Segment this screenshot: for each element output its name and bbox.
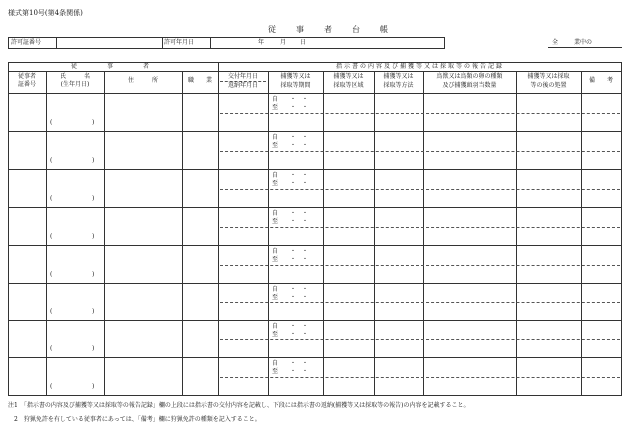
header-issue-date: 交付年月日 (227, 73, 258, 80)
row-paren-open: ( (50, 345, 53, 352)
row-from-label: 自 (272, 210, 279, 217)
header-disposal-2: 等の後の処置 (530, 82, 567, 89)
row-from-dots: ・ ・ (290, 323, 309, 330)
row-to-label: 至 (272, 331, 279, 338)
header-method-1: 捕獲等又は (383, 73, 414, 80)
header-period-2: 採取等期間 (280, 82, 311, 89)
row-to-label: 至 (272, 218, 279, 225)
row-paren-open: ( (50, 383, 53, 390)
row-paren-close: ) (92, 308, 95, 315)
row-paren-close: ) (92, 157, 95, 164)
header-disposal-1: 捕獲等又は採取 (527, 73, 570, 80)
header-birth: (生年月日) (60, 81, 90, 88)
note-1: 注1 「指示書の内容及び捕獲等又は採取等の報告記録」欄の上段には指示書の交付内容を記載し、下段には指示書の返納(捕獲等又は採取等の報告)の内容を記載すること。 (8, 402, 470, 409)
row-to-label: 至 (272, 294, 279, 301)
month-label: 月 (280, 39, 287, 46)
header-species-1: 鳥獣又は鳥類の卵の種類 (436, 73, 503, 80)
header-name: 氏 名 (59, 73, 90, 80)
header-return-date: 返納年月日 (227, 82, 258, 89)
row-paren-close: ) (92, 383, 95, 390)
page-title: 従 事 者 台 帳 (268, 25, 394, 34)
header-address: 住 所 (127, 77, 158, 84)
row-paren-close: ) (92, 345, 95, 352)
row-from-dots: ・ ・ (290, 134, 309, 141)
row-from-dots: ・ ・ (290, 96, 309, 103)
day-label: 日 (300, 39, 307, 46)
header-worker-no-2: 証番号 (17, 81, 36, 88)
proxy-suffix: 業中の (574, 39, 593, 46)
section-worker: 従 事 者 (70, 63, 155, 70)
row-from-dots: ・ ・ (290, 172, 309, 179)
note-2: 2 狩猟免許を有している従事者にあっては、「備考」欄に狩猟免許の種類を記入すること。 (8, 416, 261, 423)
row-paren-open: ( (50, 308, 53, 315)
proxy-prefix: 全 (552, 39, 559, 46)
row-from-label: 自 (272, 360, 279, 367)
year-label: 年 (258, 39, 265, 46)
row-from-dots: ・ ・ (290, 210, 309, 217)
row-paren-close: ) (92, 233, 95, 240)
row-paren-close: ) (92, 271, 95, 278)
row-paren-open: ( (50, 119, 53, 126)
row-to-dots: ・ ・ (290, 368, 309, 375)
row-from-label: 自 (272, 134, 279, 141)
row-paren-open: ( (50, 195, 53, 202)
row-paren-open: ( (50, 271, 53, 278)
row-from-dots: ・ ・ (290, 248, 309, 255)
row-to-label: 至 (272, 180, 279, 187)
permit-date-label: 許可年月日 (164, 39, 195, 46)
form-number: 様式第10号(第4条関係) (8, 9, 83, 17)
row-to-dots: ・ ・ (290, 256, 309, 263)
row-to-label: 至 (272, 142, 279, 149)
row-from-dots: ・ ・ (290, 286, 309, 293)
row-to-dots: ・ ・ (290, 142, 309, 149)
section-report: 指示書の内容及び捕獲等又は採取等の報告記録 (335, 63, 504, 70)
header-occupation: 職 業 (187, 77, 212, 84)
header-method-2: 採取等方法 (383, 82, 414, 89)
row-from-dots: ・ ・ (290, 360, 309, 367)
row-to-label: 至 (272, 256, 279, 263)
row-to-label: 至 (272, 368, 279, 375)
row-paren-close: ) (92, 119, 95, 126)
row-paren-open: ( (50, 157, 53, 164)
header-remarks: 備 考 (588, 77, 613, 84)
header-period-1: 捕獲等又は (280, 73, 311, 80)
header-species-2: 及び捕獲頭羽当数量 (442, 82, 497, 89)
permit-no-label: 許可証番号 (11, 39, 42, 46)
row-from-label: 自 (272, 323, 279, 330)
row-to-dots: ・ ・ (290, 218, 309, 225)
row-paren-open: ( (50, 233, 53, 240)
row-to-dots: ・ ・ (290, 180, 309, 187)
row-to-dots: ・ ・ (290, 104, 309, 111)
header-area-2: 採取等区域 (333, 82, 364, 89)
row-to-dots: ・ ・ (290, 331, 309, 338)
row-from-label: 自 (272, 172, 279, 179)
row-to-dots: ・ ・ (290, 294, 309, 301)
row-from-label: 自 (272, 248, 279, 255)
header-area-1: 捕獲等又は (333, 73, 364, 80)
row-paren-close: ) (92, 195, 95, 202)
row-from-label: 自 (272, 286, 279, 293)
row-from-label: 自 (272, 96, 279, 103)
row-to-label: 至 (272, 104, 279, 111)
header-worker-no-1: 従事者 (17, 73, 36, 80)
